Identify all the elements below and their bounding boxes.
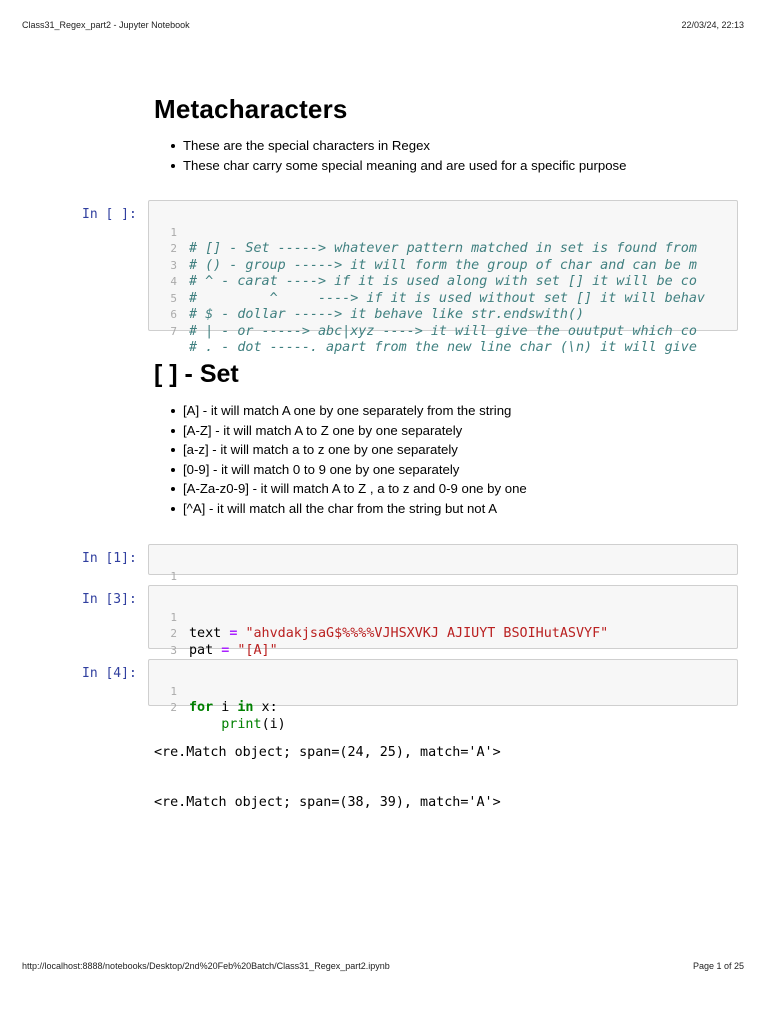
code-text: for i in x: (189, 700, 278, 715)
print-footer (22, 961, 744, 975)
set-list (168, 401, 527, 518)
list-item: [A-Za-z0-9] - it will match A to Z , a to z and 0-9 one by one (168, 479, 527, 499)
code-text: print(i) (221, 716, 286, 732)
output-line: <re.Match object; span=(24, 25), match='A'> (154, 745, 501, 760)
code-cell-metachar-comments[interactable] (148, 200, 738, 355)
list-item: [^A] - it will match all the char from the string but not A (168, 499, 527, 519)
metacharacters-heading: Metacharacters (154, 94, 348, 124)
line-number: 3 (170, 258, 177, 272)
code-comment: # () - group -----> it will form the group of char and can be m (189, 257, 697, 273)
code-cell-import[interactable] (148, 544, 738, 583)
set-heading: [ ] - Set (154, 360, 239, 388)
output-line: <re.Match object; span=(38, 39), match='A'> (154, 794, 501, 810)
list-item: These are the special characters in Regex (168, 136, 626, 156)
line-number: 6 (170, 308, 177, 321)
cell-prompt: In [1]: (82, 551, 137, 566)
line-number: 2 (170, 701, 177, 714)
code-comment: # ^ - carat ----> if it is used along with set [] it will be co (189, 274, 697, 289)
code-line (149, 593, 609, 641)
line-number: 1 (170, 684, 177, 698)
line-number: 1 (170, 569, 177, 583)
line-number: 4 (170, 275, 177, 288)
list-item: [A-Z] - it will match A to Z one by one separately (168, 421, 527, 441)
metacharacters-list (168, 136, 626, 175)
line-number: 2 (170, 627, 177, 640)
print-header (22, 20, 744, 34)
code-line (149, 667, 278, 715)
cell-prompt: In [4]: (82, 666, 137, 681)
code-line (149, 610, 278, 658)
code-line (149, 626, 181, 657)
line-number: 1 (170, 610, 177, 624)
line-number: 1 (170, 225, 177, 239)
code-comment: # ^ ----> if it is used without set [] it will behav (189, 290, 705, 306)
code-line (149, 552, 181, 583)
line-number: 2 (170, 242, 177, 255)
line-number: 5 (170, 291, 177, 305)
code-text: pat = "[A]" (189, 642, 278, 658)
list-item: These char carry some special meaning and are used for a specific purpose (168, 156, 626, 176)
print-timestamp: 22/03/24, 22:13 (681, 20, 744, 30)
code-cell-assignments[interactable] (148, 585, 738, 658)
code-comment: # . - dot -----. apart from the new line char (\n) it will give (189, 340, 697, 355)
code-line (149, 208, 697, 256)
code-comment: # [] - Set -----> whatever pattern matched in set is found from (189, 241, 697, 256)
notebook-url: http://localhost:8888/notebooks/Desktop/2nd%20Feb%20Batch/Class31_Regex_part2.ipynb (22, 961, 390, 971)
code-text: text = "ahvdakjsaG$%%%%VJHSXVKJ AJIUYT BSOIHutASVYF" (189, 626, 609, 641)
list-item: [0-9] - it will match 0 to 9 one by one separately (168, 460, 527, 480)
cell-prompt: In [ ]: (82, 207, 137, 222)
list-item: [a-z] - it will match a to z one by one separately (168, 440, 527, 460)
list-item: [A] - it will match A one by one separately from the string (168, 401, 527, 421)
line-number: 7 (170, 324, 177, 338)
code-comment: # | - or -----> abc|xyz ----> it will give the ouutput which co (189, 323, 697, 339)
code-cell-loop[interactable] (148, 659, 738, 732)
cell-output (154, 712, 501, 828)
code-comment: # $ - dollar -----> it behave like str.endswith() (189, 307, 585, 322)
cell-prompt: In [3]: (82, 592, 137, 607)
notebook-title: Class31_Regex_part2 - Jupyter Notebook (22, 20, 190, 30)
line-number: 3 (170, 643, 177, 657)
page-number: Page 1 of 25 (692, 961, 744, 971)
